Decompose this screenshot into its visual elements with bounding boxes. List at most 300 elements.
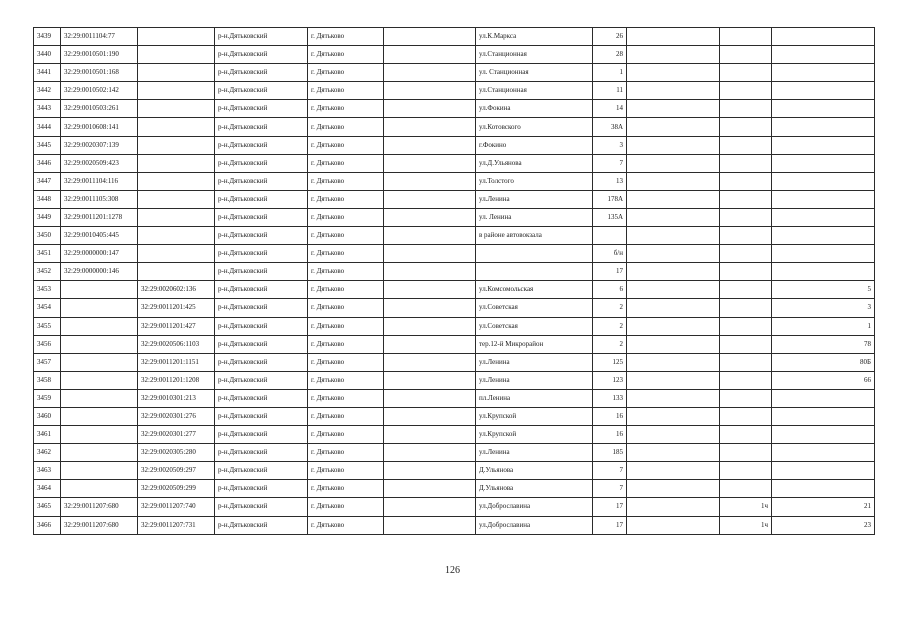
cell-record-number: 3442 [34, 82, 61, 100]
cell-city: г. Дятьково [308, 172, 384, 190]
cell-empty [384, 371, 476, 389]
cell-empty [384, 516, 476, 534]
cell-house-number: 135А [593, 208, 627, 226]
cell-extra-3: 5 [772, 281, 875, 299]
cell-house-number: 17 [593, 498, 627, 516]
cell-house-number: 123 [593, 371, 627, 389]
cell-district: р-н.Дятьковский [215, 172, 308, 190]
cell-empty [384, 389, 476, 407]
cell-house-number: 2 [593, 299, 627, 317]
cell-house-number: 7 [593, 462, 627, 480]
cell-record-number: 3449 [34, 208, 61, 226]
cell-city: г. Дятьково [308, 136, 384, 154]
cell-extra-2 [720, 353, 772, 371]
cell-house-number: 13 [593, 172, 627, 190]
table-row [34, 462, 875, 480]
cell-district: р-н.Дятьковский [215, 480, 308, 498]
cell-extra-3 [772, 462, 875, 480]
cell-extra-3: 3 [772, 299, 875, 317]
cell-extra-2 [720, 299, 772, 317]
cell-empty [384, 281, 476, 299]
cell-extra-3: 1 [772, 317, 875, 335]
cell-street: ул.Толстого [476, 172, 593, 190]
cell-district: р-н.Дятьковский [215, 498, 308, 516]
cell-district: р-н.Дятьковский [215, 389, 308, 407]
cell-empty [384, 118, 476, 136]
cell-house-number: 178А [593, 190, 627, 208]
cell-city: г. Дятьково [308, 407, 384, 425]
table-row [34, 172, 875, 190]
cell-city: г. Дятьково [308, 426, 384, 444]
cell-extra-2 [720, 227, 772, 245]
cell-cadastral-number-b: 32:29:0011207:731 [138, 516, 215, 534]
table-row [34, 100, 875, 118]
cell-cadastral-number-b: 32:29:0011201:427 [138, 317, 215, 335]
cell-extra-1 [627, 245, 720, 263]
page-number: 126 [445, 565, 460, 576]
cell-district: р-н.Дятьковский [215, 46, 308, 64]
cell-district: р-н.Дятьковский [215, 371, 308, 389]
cell-extra-1 [627, 317, 720, 335]
cell-empty [384, 444, 476, 462]
cell-cadastral-number-a [61, 335, 138, 353]
cell-empty [384, 100, 476, 118]
cell-extra-1 [627, 407, 720, 425]
cell-extra-3 [772, 407, 875, 425]
cell-street: ул.Доброславина [476, 498, 593, 516]
cell-extra-1 [627, 462, 720, 480]
cell-cadastral-number-a: 32:29:0010501:168 [61, 64, 138, 82]
cell-city: г. Дятьково [308, 190, 384, 208]
cell-extra-1 [627, 389, 720, 407]
cell-record-number: 3448 [34, 190, 61, 208]
cell-district: р-н.Дятьковский [215, 516, 308, 534]
cell-extra-1 [627, 498, 720, 516]
cell-district: р-н.Дятьковский [215, 462, 308, 480]
cell-house-number: 38А [593, 118, 627, 136]
cell-cadastral-number-b: 32:29:0011207:740 [138, 498, 215, 516]
cell-empty [384, 64, 476, 82]
cell-empty [384, 462, 476, 480]
cell-house-number: 17 [593, 516, 627, 534]
cell-record-number: 3445 [34, 136, 61, 154]
cell-extra-1 [627, 28, 720, 46]
cell-city: г. Дятьково [308, 444, 384, 462]
cell-house-number: 26 [593, 28, 627, 46]
cell-city: г. Дятьково [308, 480, 384, 498]
cell-street: ул.Станционная [476, 82, 593, 100]
cell-house-number: 16 [593, 407, 627, 425]
cell-street: ул.Советская [476, 299, 593, 317]
cell-street: в районе автовокзала [476, 227, 593, 245]
cell-record-number: 3462 [34, 444, 61, 462]
cell-extra-3: 78 [772, 335, 875, 353]
cell-cadastral-number-a: 32:29:0000000:146 [61, 263, 138, 281]
cell-district: р-н.Дятьковский [215, 118, 308, 136]
cell-house-number: 3 [593, 136, 627, 154]
cell-cadastral-number-b: 32:29:0020506:1103 [138, 335, 215, 353]
cell-record-number: 3451 [34, 245, 61, 263]
cell-house-number: 133 [593, 389, 627, 407]
cell-record-number: 3465 [34, 498, 61, 516]
cell-street [476, 263, 593, 281]
cell-extra-3 [772, 263, 875, 281]
cell-record-number: 3453 [34, 281, 61, 299]
cell-city: г. Дятьково [308, 100, 384, 118]
cell-extra-3 [772, 426, 875, 444]
cell-extra-2 [720, 100, 772, 118]
cell-street: ул.К.Маркса [476, 28, 593, 46]
cell-extra-1 [627, 100, 720, 118]
cell-extra-3 [772, 190, 875, 208]
cell-extra-1 [627, 426, 720, 444]
cell-extra-2 [720, 28, 772, 46]
cell-record-number: 3458 [34, 371, 61, 389]
cell-house-number: 2 [593, 335, 627, 353]
cell-record-number: 3455 [34, 317, 61, 335]
cell-record-number: 3454 [34, 299, 61, 317]
table-row [34, 263, 875, 281]
cell-extra-2 [720, 389, 772, 407]
cell-house-number: 185 [593, 444, 627, 462]
table-row [34, 480, 875, 498]
cell-extra-2 [720, 82, 772, 100]
cell-cadastral-number-a [61, 317, 138, 335]
cell-street: ул.Крупской [476, 407, 593, 425]
cell-empty [384, 154, 476, 172]
cell-extra-3: 21 [772, 498, 875, 516]
cell-cadastral-number-b [138, 154, 215, 172]
cell-extra-3 [772, 154, 875, 172]
cell-cadastral-number-a: 32:29:0010501:190 [61, 46, 138, 64]
cell-empty [384, 208, 476, 226]
cell-extra-1 [627, 82, 720, 100]
cell-extra-2 [720, 263, 772, 281]
cell-house-number: 125 [593, 353, 627, 371]
cell-extra-2 [720, 118, 772, 136]
cell-extra-3: 80Б [772, 353, 875, 371]
cell-extra-2: 1ч [720, 498, 772, 516]
cell-extra-2 [720, 245, 772, 263]
cell-record-number: 3460 [34, 407, 61, 425]
cell-record-number: 3441 [34, 64, 61, 82]
cell-cadastral-number-b [138, 100, 215, 118]
cell-cadastral-number-b [138, 82, 215, 100]
cell-extra-1 [627, 208, 720, 226]
cell-extra-1 [627, 516, 720, 534]
table-row [34, 498, 875, 516]
cell-city: г. Дятьково [308, 208, 384, 226]
cell-extra-1 [627, 136, 720, 154]
cell-extra-1 [627, 154, 720, 172]
cell-extra-2 [720, 371, 772, 389]
cell-cadastral-number-a [61, 407, 138, 425]
cell-house-number: 16 [593, 426, 627, 444]
cell-street: ул.Ленина [476, 371, 593, 389]
cell-record-number: 3447 [34, 172, 61, 190]
cell-extra-1 [627, 118, 720, 136]
cell-cadastral-number-a [61, 480, 138, 498]
cell-extra-2 [720, 317, 772, 335]
cell-extra-1 [627, 281, 720, 299]
cell-district: р-н.Дятьковский [215, 281, 308, 299]
cell-city: г. Дятьково [308, 118, 384, 136]
cell-extra-2 [720, 208, 772, 226]
cell-district: р-н.Дятьковский [215, 82, 308, 100]
cell-extra-3 [772, 118, 875, 136]
cell-cadastral-number-a: 32:29:0020307:139 [61, 136, 138, 154]
cell-empty [384, 82, 476, 100]
cell-extra-1 [627, 64, 720, 82]
cell-empty [384, 498, 476, 516]
cell-house-number: 28 [593, 46, 627, 64]
cell-district: р-н.Дятьковский [215, 28, 308, 46]
cell-extra-3 [772, 227, 875, 245]
cell-city: г. Дятьково [308, 263, 384, 281]
cell-record-number: 3459 [34, 389, 61, 407]
cell-district: р-н.Дятьковский [215, 299, 308, 317]
cell-cadastral-number-b [138, 64, 215, 82]
cell-district: р-н.Дятьковский [215, 208, 308, 226]
cell-city: г. Дятьково [308, 281, 384, 299]
cell-street: ул.Комсомольская [476, 281, 593, 299]
cell-district: р-н.Дятьковский [215, 353, 308, 371]
cell-empty [384, 28, 476, 46]
table-row [34, 190, 875, 208]
cell-empty [384, 245, 476, 263]
cell-empty [384, 335, 476, 353]
table-row [34, 444, 875, 462]
cell-extra-2 [720, 444, 772, 462]
table-row [34, 64, 875, 82]
cell-cadastral-number-b: 32:29:0011201:425 [138, 299, 215, 317]
cell-street: ул.Ленина [476, 353, 593, 371]
cell-extra-2 [720, 480, 772, 498]
cell-cadastral-number-b [138, 227, 215, 245]
cell-empty [384, 227, 476, 245]
cell-extra-1 [627, 263, 720, 281]
cell-record-number: 3440 [34, 46, 61, 64]
cell-cadastral-number-b: 32:29:0011201:1208 [138, 371, 215, 389]
cell-extra-1 [627, 335, 720, 353]
cell-house-number: 6 [593, 281, 627, 299]
cell-district: р-н.Дятьковский [215, 190, 308, 208]
cell-cadastral-number-a [61, 389, 138, 407]
cell-house-number: 14 [593, 100, 627, 118]
table-row [34, 407, 875, 425]
cell-record-number: 3464 [34, 480, 61, 498]
cell-street: ул.Д.Ульянова [476, 154, 593, 172]
cell-extra-1 [627, 371, 720, 389]
cell-empty [384, 46, 476, 64]
cell-empty [384, 190, 476, 208]
cell-city: г. Дятьково [308, 299, 384, 317]
cell-cadastral-number-b: 32:29:0020305:280 [138, 444, 215, 462]
table-row [34, 82, 875, 100]
cell-city: г. Дятьково [308, 353, 384, 371]
cell-extra-3 [772, 208, 875, 226]
cell-house-number: 11 [593, 82, 627, 100]
cell-street: ул.Ленина [476, 444, 593, 462]
cell-cadastral-number-b [138, 136, 215, 154]
cell-extra-3 [772, 136, 875, 154]
cell-empty [384, 353, 476, 371]
table-row [34, 118, 875, 136]
cell-house-number: б/н [593, 245, 627, 263]
cell-house-number: 7 [593, 154, 627, 172]
table-row [34, 353, 875, 371]
cell-extra-2 [720, 190, 772, 208]
cell-cadastral-number-b [138, 208, 215, 226]
cell-extra-3 [772, 46, 875, 64]
table-row [34, 335, 875, 353]
cell-city: г. Дятьково [308, 245, 384, 263]
cell-district: р-н.Дятьковский [215, 444, 308, 462]
table-row [34, 208, 875, 226]
table-row [34, 281, 875, 299]
cell-extra-2 [720, 335, 772, 353]
cell-cadastral-number-b [138, 190, 215, 208]
cell-cadastral-number-a [61, 371, 138, 389]
table-row [34, 46, 875, 64]
cell-street: ул.Фокина [476, 100, 593, 118]
cell-street: Д.Ульянова [476, 480, 593, 498]
cell-district: р-н.Дятьковский [215, 64, 308, 82]
register-table-body [34, 28, 875, 535]
cell-record-number: 3450 [34, 227, 61, 245]
cell-house-number: 1 [593, 64, 627, 82]
cell-cadastral-number-a: 32:29:0011207:680 [61, 498, 138, 516]
cell-cadastral-number-b [138, 118, 215, 136]
cell-extra-1 [627, 172, 720, 190]
cell-empty [384, 317, 476, 335]
cell-cadastral-number-a: 32:29:0000000:147 [61, 245, 138, 263]
cell-district: р-н.Дятьковский [215, 245, 308, 263]
cell-extra-3 [772, 82, 875, 100]
cell-street: ул.Станционная [476, 46, 593, 64]
cell-extra-3 [772, 100, 875, 118]
cell-extra-2 [720, 46, 772, 64]
cell-cadastral-number-a [61, 299, 138, 317]
cell-extra-3 [772, 28, 875, 46]
table-row [34, 136, 875, 154]
cell-city: г. Дятьково [308, 498, 384, 516]
cell-city: г. Дятьково [308, 462, 384, 480]
cell-record-number: 3443 [34, 100, 61, 118]
cell-cadastral-number-a: 32:29:0020509:423 [61, 154, 138, 172]
cell-city: г. Дятьково [308, 371, 384, 389]
cell-cadastral-number-a: 32:29:0011105:308 [61, 190, 138, 208]
cell-empty [384, 263, 476, 281]
cell-extra-1 [627, 190, 720, 208]
cell-street: ул. Ленина [476, 208, 593, 226]
cell-city: г. Дятьково [308, 64, 384, 82]
cell-district: р-н.Дятьковский [215, 136, 308, 154]
cell-extra-3 [772, 64, 875, 82]
cell-extra-2 [720, 462, 772, 480]
cell-extra-3 [772, 480, 875, 498]
cell-empty [384, 426, 476, 444]
cell-extra-1 [627, 353, 720, 371]
cell-city: г. Дятьково [308, 516, 384, 534]
cell-extra-3 [772, 389, 875, 407]
cell-cadastral-number-a: 32:29:0011201:1278 [61, 208, 138, 226]
cell-street: пл.Ленина [476, 389, 593, 407]
cell-cadastral-number-b [138, 46, 215, 64]
table-row [34, 299, 875, 317]
cell-cadastral-number-b: 32:29:0020301:276 [138, 407, 215, 425]
cell-extra-2 [720, 154, 772, 172]
cell-extra-3: 23 [772, 516, 875, 534]
cell-record-number: 3446 [34, 154, 61, 172]
table-row [34, 317, 875, 335]
cell-city: г. Дятьково [308, 82, 384, 100]
cell-cadastral-number-b [138, 172, 215, 190]
cell-city: г. Дятьково [308, 335, 384, 353]
cell-street: ул.Советская [476, 317, 593, 335]
cell-extra-2 [720, 426, 772, 444]
cell-extra-1 [627, 299, 720, 317]
cell-extra-2 [720, 136, 772, 154]
cell-extra-2 [720, 281, 772, 299]
table-row [34, 227, 875, 245]
cell-city: г. Дятьково [308, 227, 384, 245]
cell-extra-1 [627, 480, 720, 498]
cell-house-number: 7 [593, 480, 627, 498]
cell-cadastral-number-a [61, 281, 138, 299]
cell-street: ул.Котовского [476, 118, 593, 136]
cell-street [476, 245, 593, 263]
cell-cadastral-number-b: 32:29:0010301:213 [138, 389, 215, 407]
cell-house-number: 17 [593, 263, 627, 281]
cell-cadastral-number-a: 32:29:0010405:445 [61, 227, 138, 245]
cell-record-number: 3466 [34, 516, 61, 534]
cell-extra-1 [627, 444, 720, 462]
cell-extra-3: 66 [772, 371, 875, 389]
cell-extra-2 [720, 172, 772, 190]
cell-cadastral-number-a: 32:29:0011104:116 [61, 172, 138, 190]
cell-city: г. Дятьково [308, 154, 384, 172]
cell-empty [384, 299, 476, 317]
cell-district: р-н.Дятьковский [215, 100, 308, 118]
cell-city: г. Дятьково [308, 389, 384, 407]
cell-extra-1 [627, 227, 720, 245]
cell-record-number: 3461 [34, 426, 61, 444]
cell-extra-1 [627, 46, 720, 64]
cell-district: р-н.Дятьковский [215, 227, 308, 245]
cell-house-number [593, 227, 627, 245]
cell-district: р-н.Дятьковский [215, 154, 308, 172]
cell-city: г. Дятьково [308, 46, 384, 64]
cell-cadastral-number-a [61, 444, 138, 462]
cell-record-number: 3456 [34, 335, 61, 353]
cell-street: ул.Доброславина [476, 516, 593, 534]
table-row [34, 389, 875, 407]
cell-city: г. Дятьково [308, 28, 384, 46]
cell-record-number: 3444 [34, 118, 61, 136]
cell-district: р-н.Дятьковский [215, 317, 308, 335]
cell-extra-3 [772, 172, 875, 190]
cell-extra-2 [720, 407, 772, 425]
table-row [34, 154, 875, 172]
cell-empty [384, 172, 476, 190]
cell-city: г. Дятьково [308, 317, 384, 335]
cell-street: ул.Крупской [476, 426, 593, 444]
cell-extra-3 [772, 444, 875, 462]
cell-extra-2 [720, 64, 772, 82]
cell-street: тер.12-й Микрорайон [476, 335, 593, 353]
cell-record-number: 3457 [34, 353, 61, 371]
